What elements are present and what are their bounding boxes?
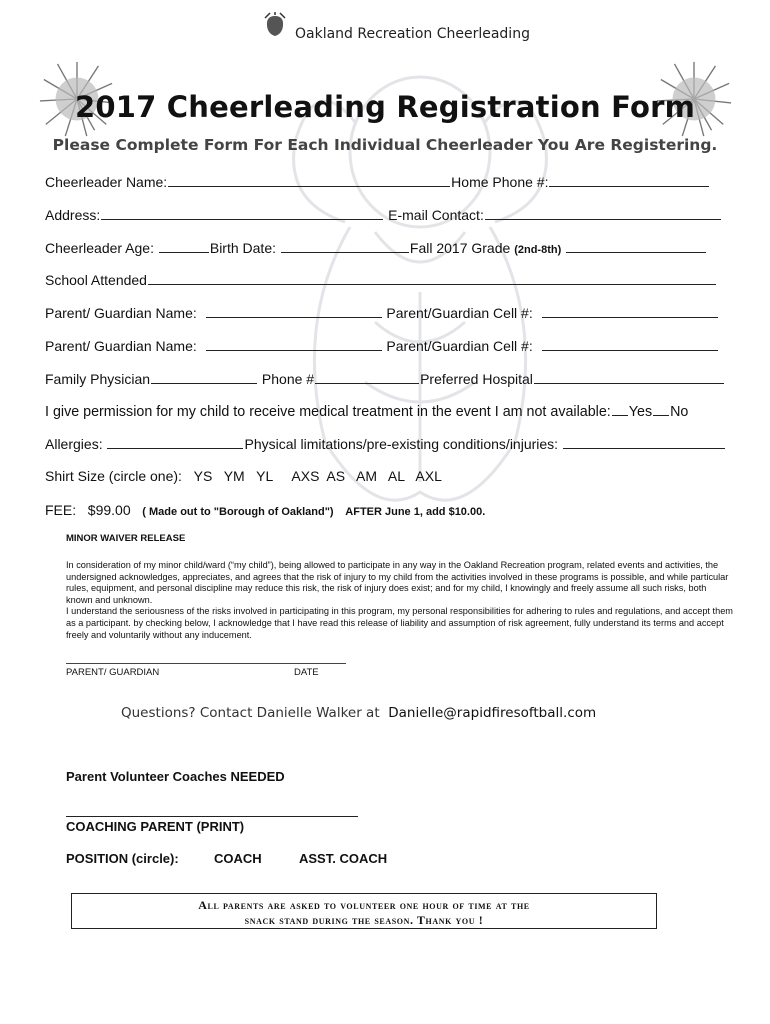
email-label: E-mail Contact: — [388, 207, 484, 223]
cheerleader-name-field[interactable] — [168, 174, 450, 187]
waiver-title: MINOR WAIVER RELEASE — [66, 533, 186, 544]
row-permission — [45, 403, 688, 420]
row-age-birth-grade — [45, 240, 707, 256]
home-phone-label: Home Phone #: — [451, 174, 549, 190]
notice-line-2: snack stand during the season. Thank you ! — [244, 913, 484, 927]
waiver-paragraph-1: In consideration of my minor child/ward (“my child”), being allowed to participate in any way in the Oakland Recreation program, related events and activities, the undersigned acknowledges, appreciates, and agrees that the risk of injury to my child from the activities involved in these programs is possible, and while particular rules, equipment, and personal discipline may reduce this risk, the risk of injury does exist; and for my child, I knowingly and freely assume all such risks, both known and unknown. — [66, 560, 729, 605]
parent-guardian-sig-label: PARENT/ GUARDIAN — [66, 667, 160, 678]
yes-label: Yes — [628, 404, 653, 420]
yes-blank[interactable] — [612, 403, 628, 416]
no-blank[interactable] — [653, 403, 669, 416]
organization-name: Oakland Recreation Cheerleading — [295, 26, 530, 42]
birth-date-label: Birth Date: — [209, 240, 276, 256]
limitations-field[interactable] — [563, 436, 725, 449]
email-field[interactable] — [485, 207, 721, 220]
mascot-watermark-image — [255, 62, 585, 532]
mascot-logo-icon — [262, 12, 288, 40]
grade-range-label: (2nd-8th) — [514, 244, 562, 256]
guardian-cell-1-field[interactable] — [542, 305, 718, 318]
limitations-label: Physical limitations/pre-existing conditions/injuries: — [244, 436, 559, 452]
phone-label: Phone # — [261, 371, 315, 387]
waiver-body — [66, 560, 734, 641]
guardian-cell-1-label: Parent/Guardian Cell #: — [386, 305, 533, 321]
position-asst-coach-option[interactable]: ASST. COACH — [299, 851, 388, 866]
guardian-name-2-field[interactable] — [206, 338, 382, 351]
row-fee — [45, 502, 485, 518]
allergies-label: Allergies: — [45, 436, 103, 452]
address-field[interactable] — [101, 207, 383, 220]
position-coach-option[interactable]: COACH — [214, 851, 262, 866]
page-subtitle: Please Complete Form For Each Individual Cheerleader You Are Registering. — [52, 136, 718, 154]
contact-line — [121, 705, 596, 721]
home-phone-field[interactable] — [549, 174, 709, 187]
coaching-parent-field[interactable] — [66, 816, 358, 817]
physician-phone-field[interactable] — [315, 371, 419, 384]
grade-label: Fall 2017 Grade — [409, 240, 511, 256]
row-name-phone — [45, 174, 710, 190]
guardian-name-1-field[interactable] — [206, 305, 382, 318]
age-label: Cheerleader Age: — [45, 240, 154, 256]
date-label: DATE — [294, 667, 319, 678]
hospital-label: Preferred Hospital — [420, 371, 533, 387]
birth-date-field[interactable] — [281, 240, 409, 253]
row-physician — [45, 371, 725, 387]
volunteer-heading: Parent Volunteer Coaches NEEDED — [66, 769, 285, 784]
row-guardian-1 — [45, 305, 719, 321]
fee-late-note: AFTER June 1, add $10.00. — [345, 506, 486, 518]
fee-payable-note: ( Made out to "Borough of Oakland") — [142, 506, 334, 518]
notice-line-1: All parents are asked to volunteer one hour of time at the — [198, 898, 530, 912]
coaching-parent-label: COACHING PARENT (PRINT) — [66, 819, 245, 834]
row-allergies — [45, 436, 726, 452]
allergies-field[interactable] — [107, 436, 243, 449]
no-label: No — [670, 404, 689, 420]
row-guardian-2 — [45, 338, 719, 354]
physician-label: Family Physician — [45, 371, 151, 387]
hospital-field[interactable] — [534, 371, 724, 384]
snack-stand-notice — [71, 893, 657, 929]
guardian-name-1-label: Parent/ Guardian Name: — [45, 305, 197, 321]
school-label: School Attended — [45, 272, 147, 288]
guardian-cell-2-label: Parent/Guardian Cell #: — [386, 338, 533, 354]
physician-field[interactable] — [151, 371, 257, 384]
row-shirt-size — [45, 468, 442, 484]
guardian-name-2-label: Parent/ Guardian Name: — [45, 338, 197, 354]
school-field[interactable] — [148, 272, 716, 285]
grade-field[interactable] — [566, 240, 706, 253]
contact-questions: Questions? Contact Danielle Walker at — [121, 705, 380, 721]
address-label: Address: — [45, 207, 101, 223]
page-title: 2017 Cheerleading Registration Form — [75, 90, 695, 124]
age-field[interactable] — [159, 240, 209, 253]
fee-amount: $99.00 — [87, 502, 131, 518]
contact-email-link[interactable]: Danielle@rapidfiresoftball.com — [388, 705, 597, 721]
shirt-size-options[interactable]: YS YM YL AXS AS AM AL AXL — [193, 468, 442, 484]
fee-label: FEE: — [45, 502, 77, 518]
cheerleader-name-label: Cheerleader Name: — [45, 174, 168, 190]
row-address-email — [45, 207, 722, 223]
row-school — [45, 272, 717, 288]
permission-label: I give permission for my child to receive medical treatment in the event I am not available: — [45, 404, 611, 420]
waiver-paragraph-2: I understand the seriousness of the risks involved in participating in this program, my personal responsibilities for adhering to rules and regulations, and accept them as a participant. by checking below, I acknowledge that I have read this release of liability and assumption of risk agreement, fully understand its terms and accept freely and voluntarily without any inducement. — [66, 606, 733, 640]
guardian-cell-2-field[interactable] — [542, 338, 718, 351]
shirt-size-label: Shirt Size (circle one): — [45, 468, 182, 484]
position-label: POSITION (circle): — [66, 851, 179, 866]
signature-line[interactable] — [66, 663, 346, 664]
